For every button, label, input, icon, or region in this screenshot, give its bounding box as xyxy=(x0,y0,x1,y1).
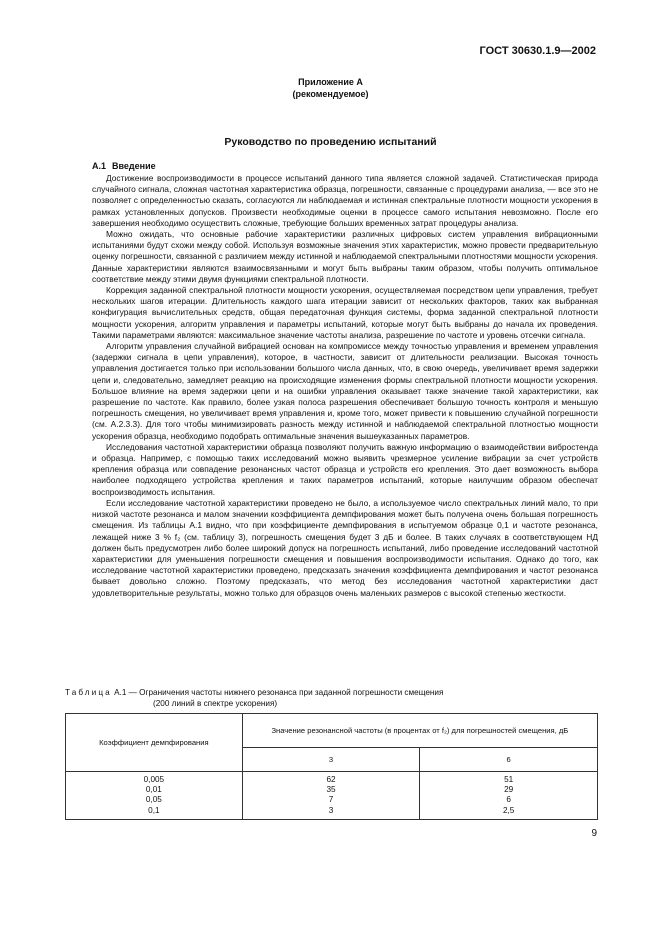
table-cell: 0,01 xyxy=(145,785,162,795)
table-cell: 62 xyxy=(326,775,336,784)
col-header-6db: 6 xyxy=(420,748,598,772)
table-cell: 6 xyxy=(506,795,511,805)
error-3db-column xyxy=(242,772,420,820)
table-cell: 51 xyxy=(504,775,514,784)
table-caption xyxy=(65,688,443,709)
table-cell: 35 xyxy=(326,785,336,795)
paragraph: Исследования частотной характеристики образца позволяют получить важную информацию о взаимодействии вибростенда и образца. Например, с помощью таких исследований можно выявить чрезмерное усиление вибрации за счет устройств крепления образца или совпадение резонансных частот образца и устройств его крепления. Это дает возможность выбора наиболее подходящего устройства крепления и таких параметров испытаний, которые наилучшим образом обеспечат воспроизводимость испытания. xyxy=(92,441,598,497)
section-title: Введение xyxy=(112,161,156,171)
page-title: Руководство по проведению испытаний xyxy=(224,136,437,148)
table-cell: 0,1 xyxy=(148,805,160,815)
table-cell: 0,005 xyxy=(143,775,165,784)
table-cell: 7 xyxy=(328,795,334,805)
damping-column xyxy=(66,772,243,820)
table-body-row xyxy=(66,772,598,820)
paragraph: Можно ожидать, что основные рабочие характеристики различных цифровых систем управления вибрационными испытаниями будут схожи между собой. Используя возможные значения этих характеристик, можно провести предварительную оценку погрешности, связанной с различием между истинной и наблюдаемой спектральными плотностями мощности ускорения. Данные характеристики являются взаимосвязанными и могут быть выбраны таким образом, чтобы получить оптимальное соответствие между этими двумя функциями спектральной плотности. xyxy=(92,229,598,284)
paragraph: Если исследование частотной характеристики проведено не было, а используемое число спектральных линий мало, то при низкой частоте резонанса и малом значении коэффициента демпфирования может быть получена очень большая погрешность смещения. Из таблицы А.1 видно, что при коэффициенте демпфирования в испытуемом образце 0,1 и частоте резонанса, лежащей ниже 3 % f₂ (см. таблицу 3), погрешность смещения будет 3 дБ и более. В таких случаях в соответствующем НД должен быть предусмотрен либо более широкий допуск на погрешность испытаний, либо проведение исследований частотной характеристики для уменьшения погрешности смещения и повышения воспроизводимости испытания. Однако до того, как исследование частотной характеристики проведено, предсказать значения коэффициента демпфирования и частот резонанса бывает довольно сложно. Поэтому предсказать, что метод без исследования частотной характеристики даст удовлетворительные результаты, можно только для образцов очень маленьких размеров с высокой степенью жесткости. xyxy=(92,497,598,598)
table-cell: 29 xyxy=(504,785,514,795)
table-label: Таблица xyxy=(65,688,112,697)
data-table xyxy=(65,713,598,820)
page-number: 9 xyxy=(591,828,597,839)
standard-designation: ГОСТ 30630.1.9—2002 xyxy=(479,45,596,57)
table-cell: 2,5 xyxy=(502,805,515,815)
table-cell: 0,05 xyxy=(145,795,162,805)
appendix-title: Приложение А xyxy=(298,77,363,87)
table-cell: 3 xyxy=(328,805,334,815)
col-header-damping: Коэффициент демпфирования xyxy=(66,714,243,772)
body-text xyxy=(92,160,598,599)
error-6db-column xyxy=(420,772,598,820)
paragraph: Коррекция заданной спектральной плотности мощности ускорения, осуществляемая посредством цепи управления, требует нескольких шагов итерации. Длительность каждого шага итерации зависит от нескольких факторов, таких как выбранная конфигурация вычислительных средств, общая передаточная функция системы, форма заданной спектральной плотности мощности ускорения, алгоритм управления и параметры испытаний, которые могут быть выбраны до начала их проведения. Такими параметрами являются: максимальное значение частоты анализа, разрешение по частоте и уровень отсечки сигнала. xyxy=(92,285,598,340)
paragraph: Достижение воспроизводимости в процессе испытаний данного типа является сложной задачей. Статистическая природа случайного сигнала, сложная частотная характеристика образца, погрешности, связанные с процедурами анализа, — все это не позволяет с определенностью сказать, согласуются ли наблюдаемая и истинная спектральные плотности мощности ускорения в рамках установленных допусков. Произвести необходимые оценки в процессе самого испытания невозможно. После его завершения необходимо осуществить сложные, требующие больших временных затрат процедуры анализа. xyxy=(92,173,598,228)
appendix-subtitle: (рекомендуемое) xyxy=(292,89,369,99)
table-caption-line1: А.1 — Ограничения частоты нижнего резонанса при заданной погрешности смещения xyxy=(114,688,444,697)
col-header-group: Значение резонансной частоты (в процентах от f₂) для погрешностей смещения, дБ xyxy=(242,714,597,748)
section-heading xyxy=(92,160,598,172)
paragraph: Алгоритм управления случайной вибрацией основан на компромиссе между точностью управления и временем управления (задержки сигнала в цепи управления), которое, в частности, зависит от длительности реализации. Высокая точность управления достигается только при использовании большого числа данных, что, в свою очередь, увеличивает время задержки цепи и, следовательно, замедляет реакцию на происходящие изменения формы спектральной плотности мощности ускорения. Большое влияние на время задержки цепи и на ошибки управления оказывает также значение такой характеристики, как разрешение по частоте. Как правило, более узкая полоса разрешения обеспечивает большую точность контроля и меньшую погрешность смещения, но увеличивает время управления и, кроме того, может привести к повышению случайной погрешности (см. А.2.3.3). Для того чтобы минимизировать разность между истинной и наблюдаемой спектральной плотностью мощности ускорения образца, необходимо подобрать оптимальные значения вышеуказанных параметров. xyxy=(92,341,598,441)
appendix-heading xyxy=(0,76,661,100)
table-caption-line2: (200 линий в спектре ускорения) xyxy=(153,698,278,708)
col-header-3db: 3 xyxy=(242,748,420,772)
section-number: А.1 xyxy=(92,161,107,171)
